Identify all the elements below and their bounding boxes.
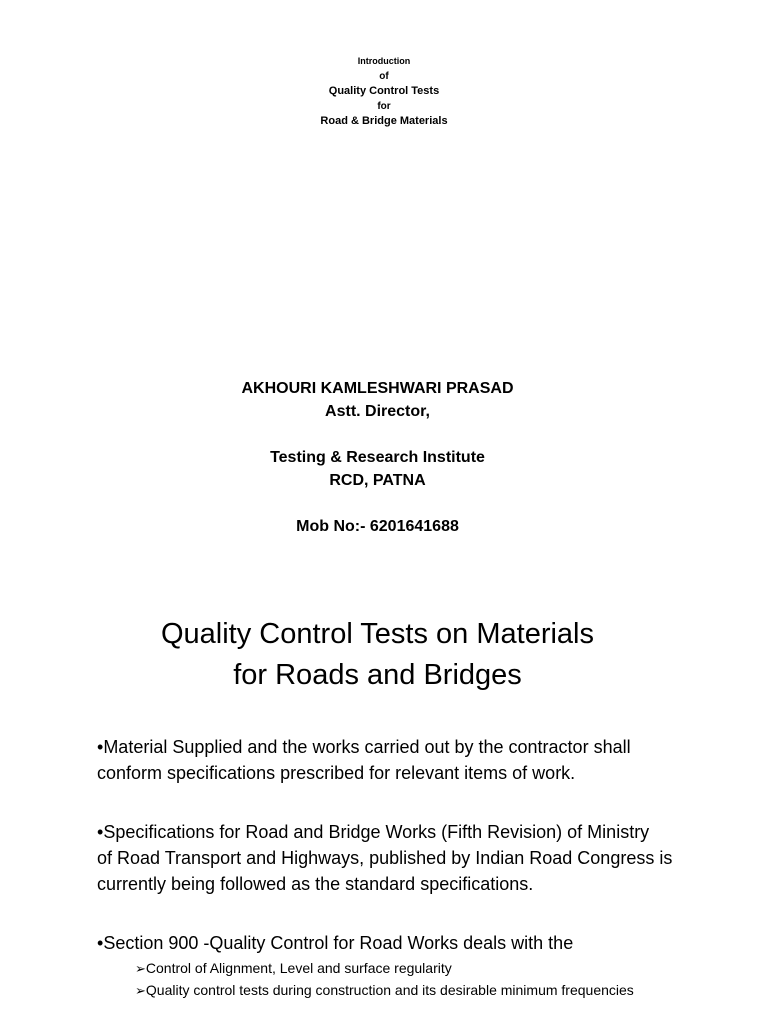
author-designation: Astt. Director, <box>325 403 430 420</box>
bullet-line: of Road Transport and Highways, published by Indian Road Congress is <box>97 848 673 868</box>
author-block <box>0 377 755 538</box>
bullet-paragraph <box>97 819 737 897</box>
arrow-bullet-icon: ➢ <box>135 961 146 976</box>
cover-title-line: for <box>377 101 391 112</box>
sub-bullet-text: Quality control tests during construction and its desirable minimum frequencies <box>145 982 634 998</box>
section-heading-line: Quality Control Tests on Materials <box>160 618 595 650</box>
bullet-text: Section 900 -Quality Control for Road Works deals with the <box>103 933 574 953</box>
bullet-text: Specifications for Road and Bridge Works (Fifth Revision) of Ministry <box>103 822 650 842</box>
bullet-text: Material Supplied and the works carried out by the contractor shall <box>103 737 631 757</box>
bullet-marker: • <box>97 822 104 842</box>
bullet-line <box>97 819 737 845</box>
bullet-line <box>97 734 722 760</box>
bullet-paragraph <box>97 930 722 956</box>
cover-title-line: Quality Control Tests <box>328 85 440 97</box>
bullet-marker: • <box>97 737 104 757</box>
author-mobile: Mob No:- 6201641688 <box>296 518 459 535</box>
author-institute: Testing & Research Institute <box>270 449 485 466</box>
sub-bullet-text: Control of Alignment, Level and surface regularity <box>145 960 452 976</box>
arrow-bullet-icon: ➢ <box>135 983 146 998</box>
bullet-line: currently being followed as the standard specifications. <box>97 874 534 894</box>
spacer <box>0 492 755 515</box>
cover-title <box>0 54 768 129</box>
bullet-paragraph <box>97 734 722 786</box>
sub-bullet <box>135 979 745 1002</box>
spacer <box>0 423 755 446</box>
cover-title-line: Road & Bridge Materials <box>320 115 448 127</box>
cover-title-line: of <box>379 71 389 82</box>
bullet-marker: • <box>97 933 104 953</box>
section-heading-line: for Roads and Bridges <box>233 659 522 691</box>
sub-bullet <box>135 957 745 980</box>
cover-title-line: Introduction <box>357 56 411 66</box>
author-name: AKHOURI KAMLESHWARI PRASAD <box>241 380 514 397</box>
bullet-line <box>97 930 722 956</box>
section-heading <box>0 614 755 696</box>
bullet-line: conform specifications prescribed for relevant items of work. <box>97 763 576 783</box>
author-location: RCD, PATNA <box>329 472 426 489</box>
